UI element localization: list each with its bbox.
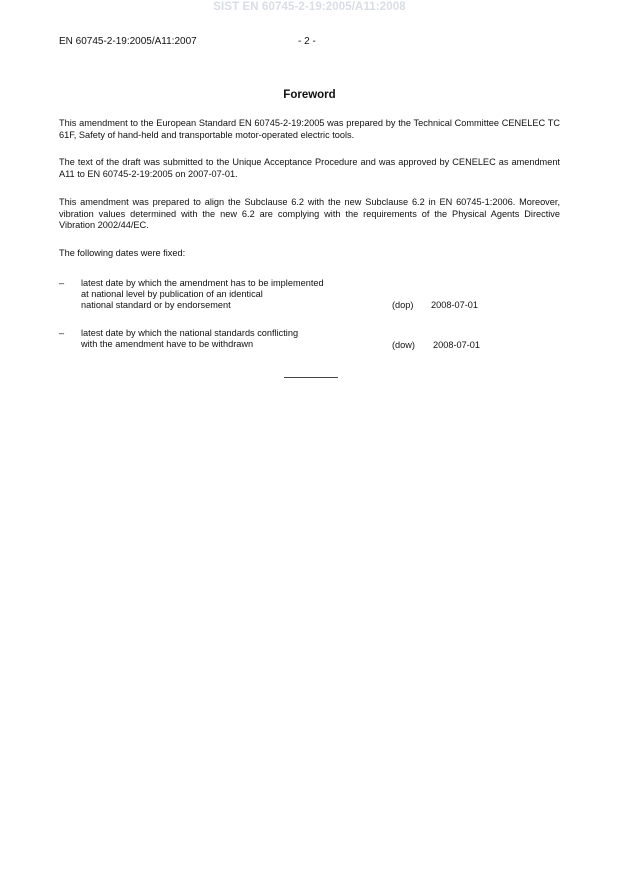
date-value: 2008-07-01 (433, 340, 480, 350)
date-code: (dop) (392, 300, 414, 310)
date-code: (dow) (392, 340, 415, 350)
paragraph-dates-intro: The following dates were fixed: (59, 248, 186, 258)
paragraph-alignment: This amendment was prepared to align the Subclause 6.2 with the new Subclause 6.2 in EN 60745-1:2006. Moreover, vibration values determined with the new 6.2 are complying with the requirements of the Physical Agents Directive Vibration 2002/44/EC. (59, 197, 560, 230)
end-rule (284, 377, 338, 378)
date-item-dow (59, 328, 560, 352)
description-line: latest date by which the national standards conflicting (81, 328, 299, 338)
description-line: with the amendment have to be withdrawn (81, 339, 254, 349)
paragraph-approval: The text of the draft was submitted to the Unique Acceptance Procedure and was approved by CENELEC as amendment A11 to EN 60745-2-19:2005 on 2007-07-01. (59, 157, 560, 179)
page-number: - 2 - (298, 36, 316, 47)
paragraph-preparation: This amendment to the European Standard EN 60745-2-19:2005 was prepared by the Technical Committee CENELEC TC 61F, Safety of hand-held and transportable motor-operated electric tools. (59, 118, 560, 140)
document-identifier: EN 60745-2-19:2005/A11:2007 (59, 36, 197, 47)
description-line: at national level by publication of an identical (81, 289, 263, 299)
date-item-description (81, 328, 371, 350)
description-line: national standard or by endorsement (81, 300, 231, 310)
description-line: latest date by which the amendment has to be implemented (81, 278, 324, 288)
section-title: Foreword (283, 89, 336, 101)
list-dash: – (59, 328, 65, 338)
list-dash: – (59, 278, 65, 288)
date-item-description (81, 278, 371, 311)
date-value: 2008-07-01 (431, 300, 478, 310)
watermark: SIST EN 60745-2-19:2005/A11:2008 (213, 1, 406, 13)
date-item-dop (59, 278, 560, 312)
